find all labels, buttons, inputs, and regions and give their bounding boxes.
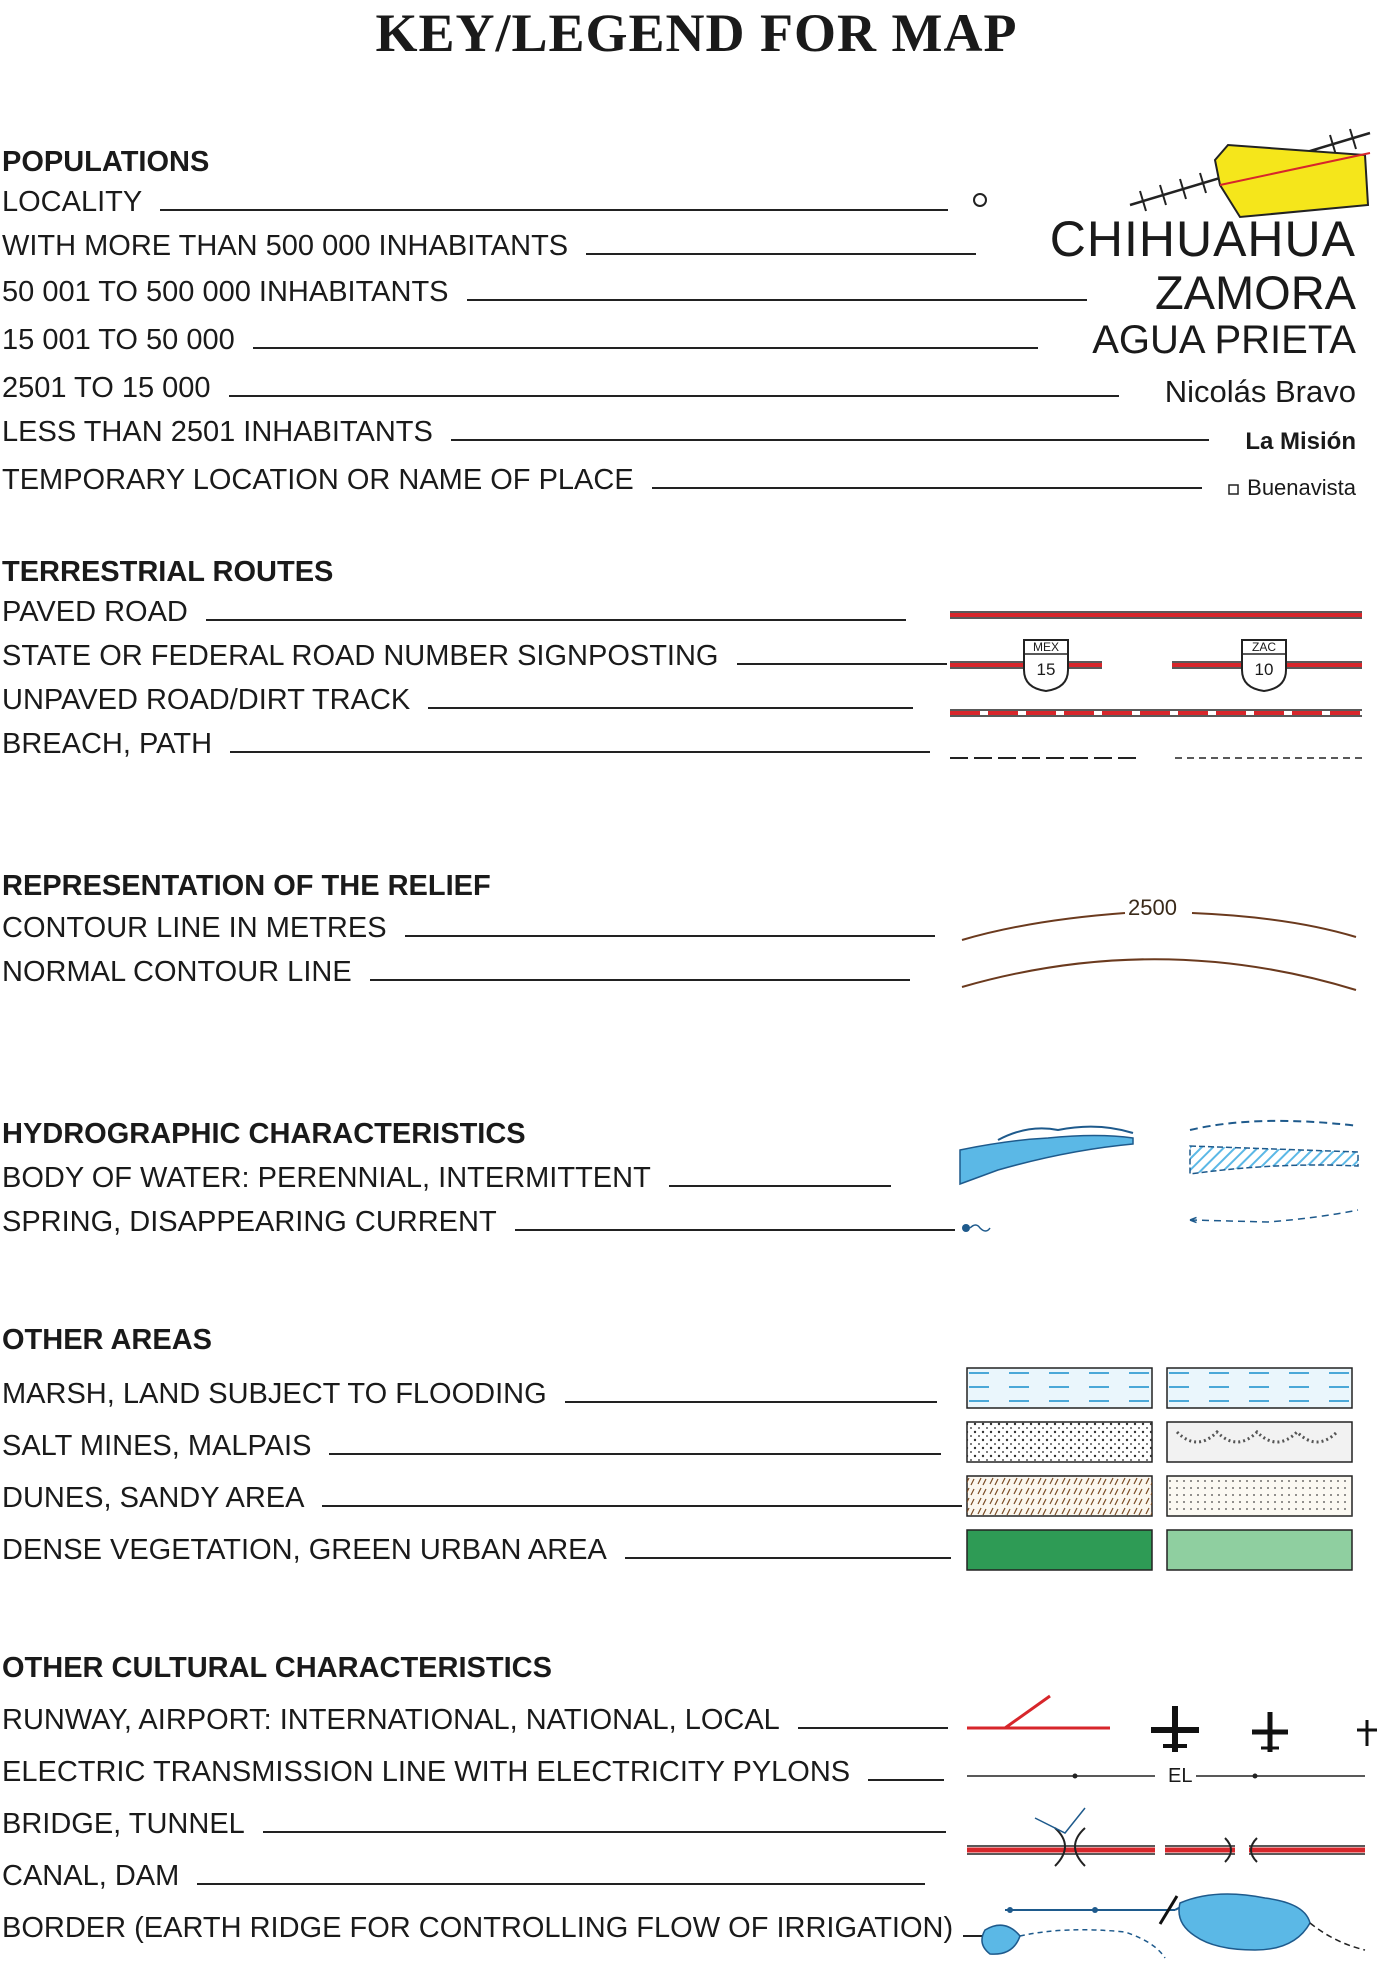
legend-row-salt-mines (2, 1430, 941, 1463)
section-heading-terrestrial-routes: TERRESTRIAL ROUTES (2, 556, 334, 588)
section-heading-populations: POPULATIONS (2, 146, 210, 178)
legend-row-under-2501 (2, 416, 1209, 449)
city-symbol-chihuahua: CHIHUAHUA (1049, 211, 1356, 267)
legend-row-temporary-location (2, 464, 1202, 497)
legend-label: BORDER (EARTH RIDGE FOR CONTROLLING FLOW OF IRRIGATION) (2, 1912, 954, 1944)
unpaved-road-symbol (950, 708, 1362, 718)
leader-line (428, 707, 913, 709)
legend-label: SALT MINES, MALPAIS (2, 1430, 312, 1462)
leader-line (253, 347, 1038, 349)
legend-row-canal-dam (2, 1860, 925, 1893)
leader-line (197, 1883, 925, 1885)
town-symbol-nicolas-bravo: Nicolás Bravo (1164, 374, 1356, 409)
legend-label: BODY OF WATER: PERENNIAL, INTERMITTENT (2, 1162, 651, 1194)
state-shield-label: ZAC (1252, 640, 1276, 654)
national-airport-icon (1252, 1712, 1288, 1752)
water-body-symbols (958, 1118, 1368, 1238)
leader-line (263, 1831, 946, 1833)
legend-row-bridge-tunnel (2, 1808, 946, 1841)
cultural-symbols (965, 1688, 1365, 1958)
legend-row-runway (2, 1704, 948, 1737)
breach-path-symbol (950, 755, 1362, 761)
legend-label: LESS THAN 2501 INHABITANTS (2, 416, 433, 448)
legend-row-normal-contour (2, 956, 910, 989)
contour-value-label: 2500 (1128, 895, 1177, 920)
leader-line (451, 439, 1209, 441)
legend-row-over-500000 (2, 230, 976, 263)
legend-row-50001-500000 (2, 276, 1087, 309)
locality-circle-icon (970, 190, 990, 210)
international-airport-icon (1151, 1706, 1199, 1752)
legend-label: WITH MORE THAN 500 000 INHABITANTS (2, 230, 569, 262)
leader-line (329, 1453, 941, 1455)
section-heading-cultural: OTHER CULTURAL CHARACTERISTICS (2, 1652, 552, 1684)
leader-line (515, 1229, 955, 1231)
legend-row-paved-road (2, 596, 906, 629)
leader-line (652, 487, 1202, 489)
legend-row-body-of-water (2, 1162, 891, 1195)
section-heading-other-areas: OTHER AREAS (2, 1324, 212, 1356)
city-symbol-agua-prieta: AGUA PRIETA (1092, 318, 1356, 362)
paved-road-symbol (950, 610, 1362, 620)
leader-line (405, 935, 935, 937)
state-shield-number: 10 (1254, 660, 1274, 679)
local-airport-icon (1357, 1720, 1377, 1746)
section-heading-hydro: HYDROGRAPHIC CHARACTERISTICS (2, 1118, 526, 1150)
legend-label: 50 001 TO 500 000 INHABITANTS (2, 276, 449, 308)
legend-label: LOCALITY (2, 186, 143, 218)
federal-shield-number: 15 (1036, 660, 1056, 679)
legend-label: STATE OR FEDERAL ROAD NUMBER SIGNPOSTING (2, 640, 719, 672)
legend-row-contour-metres (2, 912, 935, 945)
village-symbol-la-mision: La Misión (1245, 428, 1356, 455)
leader-line (467, 299, 1087, 301)
legend-row-power-line (2, 1756, 944, 1789)
city-symbol-zamora: ZAMORA (1154, 266, 1356, 319)
leader-line (160, 209, 948, 211)
legend-row-road-signposting (2, 640, 947, 673)
legend-label: DUNES, SANDY AREA (2, 1482, 305, 1514)
leader-line (322, 1505, 962, 1507)
legend-row-2501-15000 (2, 372, 1119, 405)
temporary-location-square-icon (1228, 484, 1240, 496)
power-line-label: EL (1164, 1765, 1196, 1788)
legend-row-unpaved-road (2, 684, 913, 717)
legend-label: NORMAL CONTOUR LINE (2, 956, 352, 988)
legend-label: 2501 TO 15 000 (2, 372, 211, 404)
leader-line (868, 1779, 944, 1781)
place-symbol-buenavista: Buenavista (1247, 475, 1356, 500)
page-title: KEY/LEGEND FOR MAP (375, 3, 1018, 63)
legend-label: UNPAVED ROAD/DIRT TRACK (2, 684, 411, 716)
legend-label: PAVED ROAD (2, 596, 188, 628)
legend-row-15001-50000 (2, 324, 1038, 357)
legend-label: MARSH, LAND SUBJECT TO FLOODING (2, 1378, 547, 1410)
legend-row-locality (2, 186, 948, 219)
leader-line (206, 619, 906, 621)
legend-row-vegetation (2, 1534, 951, 1567)
legend-row-border-ridge (2, 1912, 997, 1945)
leader-line (229, 395, 1119, 397)
section-heading-relief: REPRESENTATION OF THE RELIEF (2, 870, 491, 902)
leader-line (586, 253, 976, 255)
legend-label: CANAL, DAM (2, 1860, 180, 1892)
legend-row-spring (2, 1206, 955, 1239)
legend-label: SPRING, DISAPPEARING CURRENT (2, 1206, 497, 1238)
leader-line (625, 1557, 951, 1559)
leader-line (370, 979, 910, 981)
legend-label: CONTOUR LINE IN METRES (2, 912, 387, 944)
leader-line (565, 1401, 937, 1403)
legend-label: BRIDGE, TUNNEL (2, 1808, 245, 1840)
legend-row-dunes (2, 1482, 962, 1515)
leader-line (798, 1727, 948, 1729)
legend-label: ELECTRIC TRANSMISSION LINE WITH ELECTRICITY PYLONS (2, 1756, 851, 1788)
legend-label: RUNWAY, AIRPORT: INTERNATIONAL, NATIONAL, LOCAL (2, 1704, 780, 1736)
legend-label: BREACH, PATH (2, 728, 213, 760)
area-swatches (965, 1366, 1365, 1576)
legend-label: 15 001 TO 50 000 (2, 324, 235, 356)
leader-line (669, 1185, 891, 1187)
legend-label: TEMPORARY LOCATION OR NAME OF PLACE (2, 464, 634, 496)
legend-row-marsh (2, 1378, 937, 1411)
leader-line (737, 663, 947, 665)
federal-shield-label: MEX (1032, 640, 1059, 654)
legend-label: DENSE VEGETATION, GREEN URBAN AREA (2, 1534, 607, 1566)
leader-line (230, 751, 930, 753)
road-gap (1102, 650, 1172, 680)
legend-row-breach-path (2, 728, 930, 761)
